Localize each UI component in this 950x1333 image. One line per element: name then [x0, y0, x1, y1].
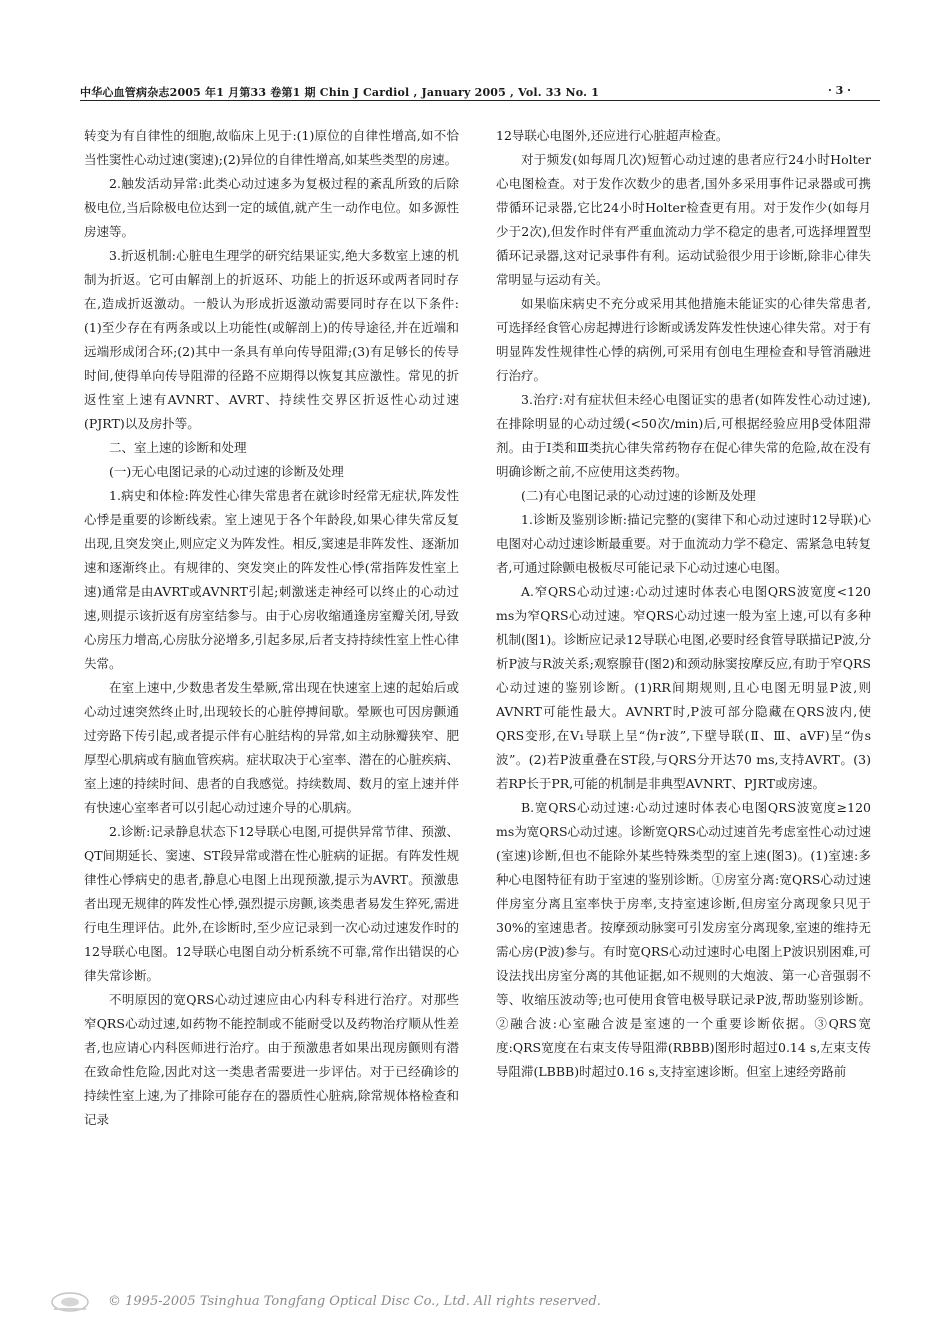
running-header: 中华心血管病杂志2005 年1 月第33 卷第1 期 Chin J Cardiol , January 2005 , Vol. 33 No. 1 [80, 86, 600, 99]
paragraph: 不明原因的宽QRS心动过速应由心内科专科进行治疗。对那些窄QRS心动过速,如药物不能控制或不能耐受以及药物治疗顺从性差者,也应请心内科医师进行治疗。由于预激患者如果出现房颤则有潜在致命性危险,因此对这一类患者需要进一步评估。对于已经确诊的持续性室上速,为了排除可能存在的器质性心脏病,除常规体格检查和记录 [84, 992, 459, 1127]
paragraph: 对于频发(如每周几次)短暂心动过速的患者应行24小时Holter心电图检查。对于发作次数少的患者,国外多采用事件记录器或可携带循环记录器,它比24小时Holter检查更有用。对于发作少(如每月少于2次),但发作时伴有严重血流动力学不稳定的患者,可选择埋置型循环记录器,这对记录事件有利。运动试验很少用于诊断,除非心律失常明显与运动有关。 [496, 152, 871, 287]
paragraph: 转变为有自律性的细胞,故临床上见于:(1)原位的自律性增高,如不恰当性窦性心动过速(窦速);(2)异位的自律性增高,如某些类型的房速。 [84, 128, 459, 167]
subsection-heading: (二)有心电图记录的心动过速的诊断及处理 [521, 488, 756, 503]
paragraph: 12导联心电图外,还应进行心脏超声检查。 [496, 128, 729, 143]
paragraph: B.宽QRS心动过速:心动过速时体表心电图QRS波宽度≥120 ms为宽QRS心动过速。诊断宽QRS心动过速首先考虑室性心动过速(室速)诊断,但也不能除外某些特殊类型的室上速(图3)。(1)室速:多种心电图特征有助于室速的鉴别诊断。①房室分离:宽QRS心动过速伴房室分离且室率快于房率,支持室速诊断,但房室分离现象只见于30%的室速患者。按摩颈动脉窦可引发房室分离现象,室速的维持无需心房(P波)参与。有时宽QRS心动过速时心电图上P波识别困难,可设法找出房室分离的其他证据,如不规则的大炮波、第一心音强弱不等、收缩压波动等;也可使用食管电极导联记录P波,帮助鉴别诊断。②融合波:心室融合波是室速的一个重要诊断依据。③QRS宽度:QRS宽度在右束支传导阻滞(RBBB)图形时超过0.14 s,左束支传导阻滞(LBBB)时超过0.16 s,支持室速诊断。但室上速经旁路前 [496, 800, 871, 1079]
paragraph: 在室上速中,少数患者发生晕厥,常出现在快速室上速的起始后或心动过速突然终止时,出现较长的心脏停搏间歇。晕厥也可因房颤通过旁路下传引起,或者提示伴有心脏结构的异常,如主动脉瓣狭窄、肥厚型心肌病或有脑血管疾病。症状取决于心室率、潜在的心脏疾病、室上速的持续时间、患者的自我感觉。持续数周、数月的室上速并伴有快速心室率者可以引起心动过速介导的心肌病。 [84, 680, 460, 815]
paragraph: 3.治疗:对有症状但未经心电图证实的患者(如阵发性心动过速),在排除明显的心动过缓(<50次/min)后,可根据经验应用β受体阻滞剂。由于Ⅰ类和Ⅲ类抗心律失常药物存在促心律失常的危险,故在没有明确诊断之前,不应使用这类药物。 [496, 392, 871, 479]
left-column [84, 124, 459, 1132]
page-footer [50, 1291, 910, 1315]
paragraph: 2.诊断:记录静息状态下12导联心电图,可提供异常节律、预激、QT间期延长、窦速、ST段异常或潜在性心脏病的证据。有阵发性规律性心悸病史的患者,静息心电图上出现预激,提示为AVRT。预激患者出现无规律的阵发性心悸,强烈提示房颤,该类患者易发生猝死,需进行电生理评估。此外,在诊断时,至少应记录到一次心动过速发作时的12导联心电图。12导联心电图自动分析系统不可靠,常作出错误的心律失常诊断。 [84, 824, 459, 983]
paragraph: 如果临床病史不充分或采用其他措施未能证实的心律失常患者,可选择经食管心房起搏进行诊断或诱发阵发性快速心律失常。对于有明显阵发性规律性心悸的病例,可采用有创电生理检查和导管消融进行治疗。 [496, 296, 872, 383]
copyright-notice: © 1995-2005 Tsinghua Tongfang Optical Disc Co., Ltd. All rights reserved. [108, 1294, 601, 1309]
paragraph: 1.诊断及鉴别诊断:描记完整的(窦律下和心动过速时12导联)心电图对心动过速诊断最重要。对于血流动力学不稳定、需紧急电转复者,可通过除颤电极板尽可能记录下心动过速心电图。 [496, 512, 872, 575]
page-number: · 3 · [828, 84, 851, 97]
section-heading: 二、室上速的诊断和处理 [109, 440, 247, 455]
right-column [496, 124, 871, 1084]
paragraph: 2.触发活动异常:此类心动过速多为复极过程的紊乱所致的后除极电位,当后除极电位达到一定的域值,就产生一动作电位。如多源性房速等。 [84, 176, 459, 239]
publisher-logo-icon [50, 1291, 90, 1313]
paragraph: 1.病史和体检:阵发性心律失常患者在就诊时经常无症状,阵发性心悸是重要的诊断线索。室上速见于各个年龄段,如果心律失常反复出现,且突发突止,则应定义为阵发性。相反,窦速是非阵发性、逐渐加速和逐渐终止。有规律的、突发突止的阵发性心悸(常指阵发性室上速)通常是由AVRT或AVNRT引起;刺激迷走神经可以终止的心动过速,则提示该折返有房室结参与。由于心房收缩通逢房室瓣关闭,导致心房压力增高,心房肽分泌增多,引起多尿,后者支持持续性室上性心律失常。 [84, 488, 459, 671]
header-rule [80, 100, 880, 101]
paragraph: 3.折返机制:心脏电生理学的研究结果证实,绝大多数室上速的机制为折返。它可由解剖上的折返环、功能上的折返环或两者同时存在,造成折返激动。一般认为形成折返激动需要同时存在以下条件:(1)至少存在有两条或以上功能性(或解剖上)的传导途径,并在近端和远端形成闭合环;(2)其中一条具有单向传导阻滞;(3)有足够长的传导时间,使得单向传导阻滞的径路不应期得以恢复其应激性。常见的折返性室上速有AVNRT、AVRT、持续性交界区折返性心动过速(PJRT)以及房扑等。 [84, 248, 459, 431]
paragraph: A.窄QRS心动过速:心动过速时体表心电图QRS波宽度<120 ms为窄QRS心动过速。窄QRS心动过速一般为室上速,可以有多种机制(图1)。诊断应记录12导联心电图,必要时经食管导联描记P波,分析P波与R波关系;观察腺苷(图2)和颈动脉窦按摩反应,有助于窄QRS心动过速的鉴别诊断。(1)RR间期规则,且心电图无明显P波,则AVNRT可能性最大。AVNRT时,P波可部分隐藏在QRS波内,使QRS变形,在V₁导联上呈“伪r波”,下壁导联(Ⅱ、Ⅲ、aVF)呈“伪s波”。(2)若P波重叠在ST段,与QRS分开达70 ms,支持AVRT。(3)若RP长于PR,可能的机制是非典型AVNRT、PJRT或房速。 [496, 584, 871, 791]
subsection-heading: (一)无心电图记录的心动过速的诊断及处理 [109, 464, 344, 479]
